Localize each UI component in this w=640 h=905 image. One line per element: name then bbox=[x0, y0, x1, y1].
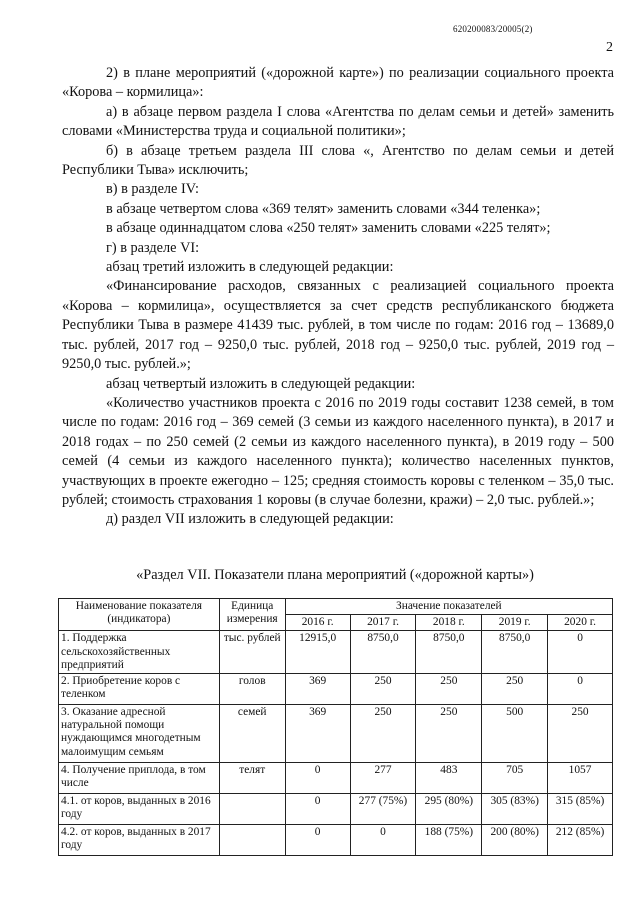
row-value: 305 (83%) bbox=[482, 794, 548, 825]
row-name: 1. Поддержка сельскохозяйственных предприятий bbox=[59, 631, 220, 674]
row-value: 295 (80%) bbox=[416, 794, 482, 825]
row-name: 4.2. от коров, выданных в 2017 году bbox=[59, 825, 220, 856]
row-unit bbox=[219, 825, 285, 856]
table-row bbox=[59, 763, 613, 794]
indicators-table bbox=[58, 598, 613, 856]
table-row bbox=[59, 674, 613, 705]
header-values: Значение показателей bbox=[285, 599, 612, 615]
row-value: 250 bbox=[350, 674, 416, 705]
row-unit: семей bbox=[219, 705, 285, 763]
table-row bbox=[59, 825, 613, 856]
document-code: 620200083/20005(2) bbox=[453, 24, 533, 34]
row-value: 0 bbox=[350, 825, 416, 856]
row-unit: голов bbox=[219, 674, 285, 705]
paragraph: в абзаце четвертом слова «369 телят» заменить словами «344 теленка»; bbox=[106, 200, 541, 217]
table-row bbox=[59, 794, 613, 825]
table-row bbox=[59, 631, 613, 674]
header-year: 2020 г. bbox=[548, 615, 613, 631]
row-value: 8750,0 bbox=[416, 631, 482, 674]
section-heading: «Раздел VII. Показатели плана мероприятий («дорожной карты») bbox=[136, 567, 534, 583]
row-value: 250 bbox=[482, 674, 548, 705]
row-name: 4.1. от коров, выданных в 2016 году bbox=[59, 794, 220, 825]
row-value: 315 (85%) bbox=[548, 794, 613, 825]
row-value: 277 bbox=[350, 763, 416, 794]
paragraph: д) раздел VII изложить в следующей редакции: bbox=[106, 511, 394, 528]
table-row bbox=[59, 705, 613, 763]
row-value: 500 bbox=[482, 705, 548, 763]
row-value: 705 bbox=[482, 763, 548, 794]
paragraph: в) в разделе IV: bbox=[106, 181, 199, 198]
row-value: 8750,0 bbox=[350, 631, 416, 674]
paragraph: в абзаце одиннадцатом слова «250 телят» заменить словами «225 телят»; bbox=[106, 220, 551, 237]
row-name: 3. Оказание адресной натуральной помощи нуждающимся многодетным малоимущим семьям bbox=[59, 705, 220, 763]
header-year: 2016 г. bbox=[285, 615, 350, 631]
row-value: 483 bbox=[416, 763, 482, 794]
paragraph: б) в абзаце третьем раздела III слова «, Агентство по делам семьи и детей Республики Тыва» исключить; bbox=[62, 142, 614, 179]
paragraph: 2) в плане мероприятий («дорожной карте») по реализации социального проекта «Корова – кормилица»: bbox=[62, 65, 614, 101]
row-value: 212 (85%) bbox=[548, 825, 613, 856]
row-value: 0 bbox=[285, 763, 350, 794]
paragraph: «Количество участников проекта с 2016 по 2019 годы составит 1238 семей, в том числе по годам: 2016 год – 369 семей (3 семьи из каждого населенного пункта), в 2017 и 2018 годах – по 250 семей (2 семьи из каждого населенного пункта), в 2019 году – 500 семей (4 семьи из каждого населенного пункта); количество населенных пунктов, участвующих в проекте ежегодно – 125; средняя стоимость коровы с теленком – 35,0 тыс. рублей; стоимость страхования 1 коровы (в случае болезни, кражи) – 2,0 тыс. рублей.»; bbox=[62, 394, 614, 508]
row-name: 2. Приобретение коров с теленком bbox=[59, 674, 220, 705]
row-value: 1057 bbox=[548, 763, 613, 794]
row-value: 0 bbox=[548, 631, 613, 674]
header-year: 2017 г. bbox=[350, 615, 416, 631]
row-unit: тыс. рублей bbox=[219, 631, 285, 674]
document-body bbox=[62, 64, 614, 530]
header-indicator: Наименование показателя (индикатора) bbox=[59, 599, 220, 631]
header-unit: Единица измерения bbox=[219, 599, 285, 631]
paragraph: а) в абзаце первом раздела I слова «Агентства по делам семьи и детей» заменить словами «Министерства труда и социальной политики»; bbox=[62, 103, 614, 140]
row-value: 250 bbox=[548, 705, 613, 763]
row-value: 250 bbox=[416, 674, 482, 705]
header-year: 2018 г. bbox=[416, 615, 482, 631]
row-unit bbox=[219, 794, 285, 825]
page-number: 2 bbox=[606, 40, 613, 55]
row-value: 369 bbox=[285, 705, 350, 763]
row-value: 0 bbox=[285, 794, 350, 825]
paragraph: «Финансирование расходов, связанных с реализацией социального проекта «Корова – кормилица», осуществляется за счет средств республиканского бюджета Республики Тыва в размере 41439 тыс. рублей, в том числе по годам: 2016 год – 13689,0 тыс. рублей, 2017 год – 9250,0 тыс. рублей, 2018 год – 9250,0 тыс. рублей, 2019 год – 9250,0 тыс. рублей.»; bbox=[62, 278, 614, 373]
row-value: 0 bbox=[285, 825, 350, 856]
row-value: 12915,0 bbox=[285, 631, 350, 674]
header-year: 2019 г. bbox=[482, 615, 548, 631]
row-value: 277 (75%) bbox=[350, 794, 416, 825]
row-value: 369 bbox=[285, 674, 350, 705]
row-value: 250 bbox=[416, 705, 482, 763]
row-unit: телят bbox=[219, 763, 285, 794]
paragraph: абзац четвертый изложить в следующей редакции: bbox=[106, 375, 416, 392]
row-name: 4. Получение приплода, в том числе bbox=[59, 763, 220, 794]
row-value: 0 bbox=[548, 674, 613, 705]
row-value: 8750,0 bbox=[482, 631, 548, 674]
row-value: 250 bbox=[350, 705, 416, 763]
row-value: 188 (75%) bbox=[416, 825, 482, 856]
row-value: 200 (80%) bbox=[482, 825, 548, 856]
paragraph: абзац третий изложить в следующей редакции: bbox=[106, 259, 394, 276]
paragraph: г) в разделе VI: bbox=[106, 239, 200, 256]
